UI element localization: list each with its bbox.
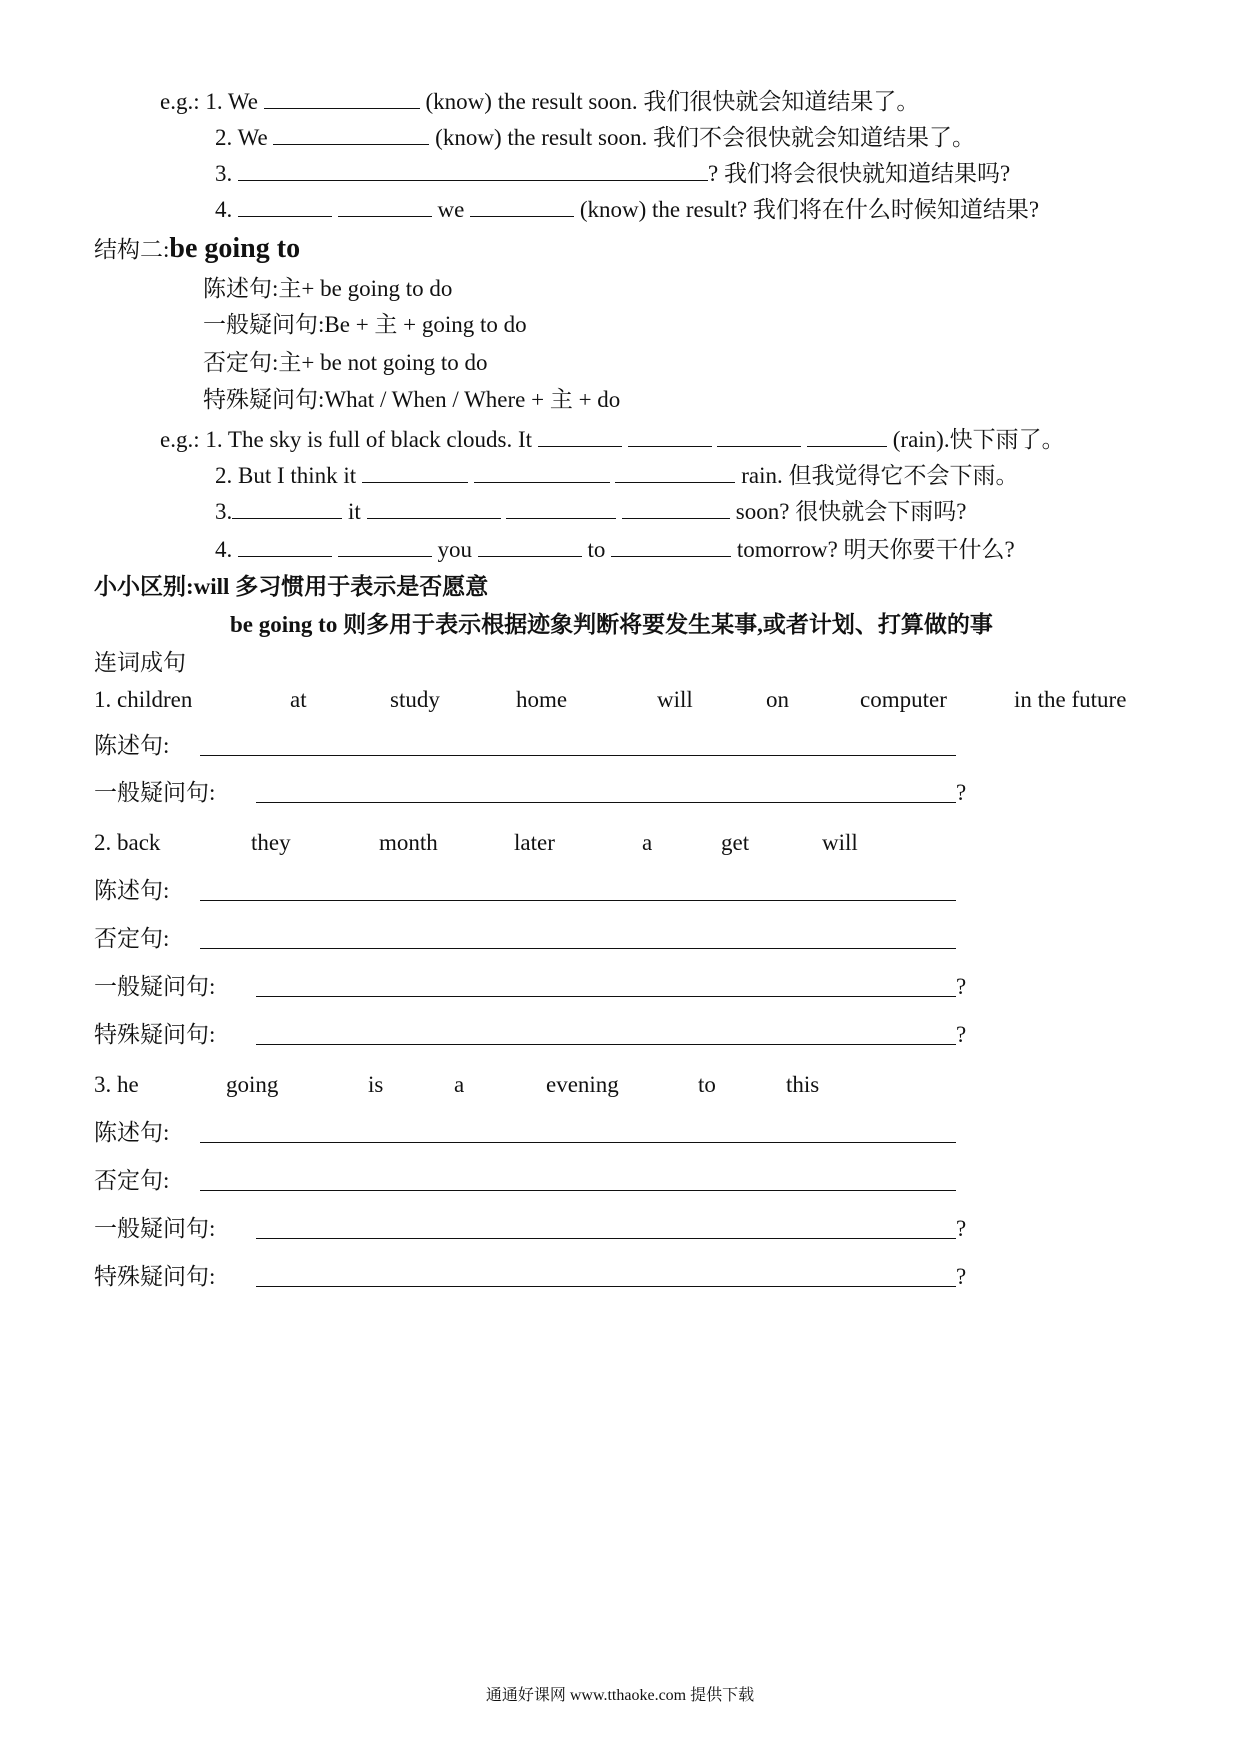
will-example-1: e.g.: 1. We (know) the result soon. 我们很快就会知道结果了。 bbox=[160, 86, 919, 117]
will-example-2: 2. We (know) the result soon. 我们不会很快就会知道结果了。 bbox=[215, 122, 975, 153]
word-token: going bbox=[226, 1072, 279, 1097]
negative-label: 否定句: bbox=[94, 1168, 170, 1193]
answer-line[interactable] bbox=[200, 754, 956, 756]
rule-statement: 陈述句:主+ be going to do bbox=[203, 276, 453, 301]
going-example-4: 4. you to tomorrow? 明天你要干什么? bbox=[215, 534, 1015, 565]
rule-negative: 否定句:主+ be not going to do bbox=[203, 350, 488, 375]
answer-line[interactable] bbox=[200, 947, 956, 949]
question-mark: ? bbox=[956, 780, 967, 805]
word-token: will bbox=[657, 687, 693, 712]
answer-line[interactable] bbox=[200, 899, 956, 901]
answer-blank[interactable] bbox=[367, 496, 501, 519]
answer-blank[interactable] bbox=[338, 534, 432, 557]
answer-blank[interactable] bbox=[362, 460, 468, 483]
page-footer: 通通好课网 www.tthaoke.com 提供下载 bbox=[485, 1687, 755, 1704]
answer-blank[interactable] bbox=[478, 534, 582, 557]
answer-blank[interactable] bbox=[717, 424, 801, 447]
word-token: month bbox=[379, 830, 438, 855]
answer-blank[interactable] bbox=[238, 158, 708, 181]
negative-label: 否定句: bbox=[94, 926, 170, 951]
answer-blank[interactable] bbox=[474, 460, 610, 483]
word-token: a bbox=[642, 830, 653, 855]
question-label: 一般疑问句: bbox=[94, 974, 216, 999]
going-example-1: e.g.: 1. The sky is full of black clouds. It (rain).快下雨了。 bbox=[160, 424, 1065, 455]
will-example-3: 3. ? 我们将会很快就知道结果吗? bbox=[215, 158, 1010, 189]
rule-yes-no-question: 一般疑问句:Be + 主 + going to do bbox=[203, 312, 527, 337]
question-mark: ? bbox=[956, 974, 967, 999]
word-token: this bbox=[786, 1072, 820, 1097]
answer-blank[interactable] bbox=[273, 122, 429, 145]
statement-label: 陈述句: bbox=[94, 1120, 170, 1145]
word-item-number: 3. he bbox=[94, 1072, 139, 1097]
answer-blank[interactable] bbox=[264, 86, 420, 109]
question-mark: ? bbox=[956, 1264, 967, 1289]
statement-label: 陈述句: bbox=[94, 733, 170, 758]
word-token: home bbox=[516, 687, 568, 712]
answer-line[interactable] bbox=[200, 1189, 956, 1191]
word-token: at bbox=[290, 687, 307, 712]
will-example-4: 4. we (know) the result? 我们将在什么时候知道结果? bbox=[215, 194, 1039, 225]
word-item-number: 1. children bbox=[94, 687, 193, 712]
answer-line[interactable] bbox=[200, 1141, 956, 1143]
difference-note-line-2: be going to 则多用于表示根据迹象判断将要发生某事,或者计划、打算做的事 bbox=[230, 612, 993, 637]
question-label: 一般疑问句: bbox=[94, 1216, 216, 1241]
wh-question-label: 特殊疑问句: bbox=[94, 1264, 216, 1289]
answer-blank[interactable] bbox=[338, 194, 432, 217]
answer-blank[interactable] bbox=[232, 496, 342, 519]
going-example-2: 2. But I think it rain. 但我觉得它不会下雨。 bbox=[215, 460, 1018, 491]
structure-2-heading: 结构二:be going to bbox=[94, 233, 301, 264]
word-token: on bbox=[766, 687, 789, 712]
answer-blank[interactable] bbox=[538, 424, 622, 447]
answer-blank[interactable] bbox=[615, 460, 735, 483]
statement-label: 陈述句: bbox=[94, 878, 170, 903]
answer-blank[interactable] bbox=[470, 194, 574, 217]
word-item-number: 2. back bbox=[94, 830, 161, 855]
rule-wh-question: 特殊疑问句:What / When / Where + 主 + do bbox=[203, 387, 621, 412]
word-token: to bbox=[698, 1072, 716, 1097]
word-token: study bbox=[390, 687, 440, 712]
answer-blank[interactable] bbox=[807, 424, 887, 447]
word-token: computer bbox=[860, 687, 947, 712]
question-mark: ? bbox=[956, 1022, 967, 1047]
answer-line[interactable] bbox=[256, 1285, 956, 1287]
difference-note: 小小区别:will 多习惯用于表示是否愿意 bbox=[94, 574, 489, 599]
question-mark: ? bbox=[956, 1216, 967, 1241]
word-token: get bbox=[721, 830, 750, 855]
answer-blank[interactable] bbox=[628, 424, 712, 447]
answer-blank[interactable] bbox=[506, 496, 616, 519]
word-token: is bbox=[368, 1072, 384, 1097]
exercise-title: 连词成句 bbox=[94, 650, 186, 675]
answer-blank[interactable] bbox=[238, 194, 332, 217]
word-token: they bbox=[251, 830, 291, 855]
answer-blank[interactable] bbox=[238, 534, 332, 557]
answer-line[interactable] bbox=[256, 801, 956, 803]
answer-line[interactable] bbox=[256, 995, 956, 997]
answer-blank[interactable] bbox=[611, 534, 731, 557]
word-token: later bbox=[514, 830, 555, 855]
wh-question-label: 特殊疑问句: bbox=[94, 1022, 216, 1047]
question-label: 一般疑问句: bbox=[94, 780, 216, 805]
word-token: a bbox=[454, 1072, 465, 1097]
word-token: in the future bbox=[1014, 687, 1127, 712]
word-token: will bbox=[822, 830, 858, 855]
going-example-3: 3. it soon? 很快就会下雨吗? bbox=[215, 496, 966, 527]
answer-blank[interactable] bbox=[622, 496, 730, 519]
word-token: evening bbox=[546, 1072, 619, 1097]
answer-line[interactable] bbox=[256, 1237, 956, 1239]
answer-line[interactable] bbox=[256, 1043, 956, 1045]
